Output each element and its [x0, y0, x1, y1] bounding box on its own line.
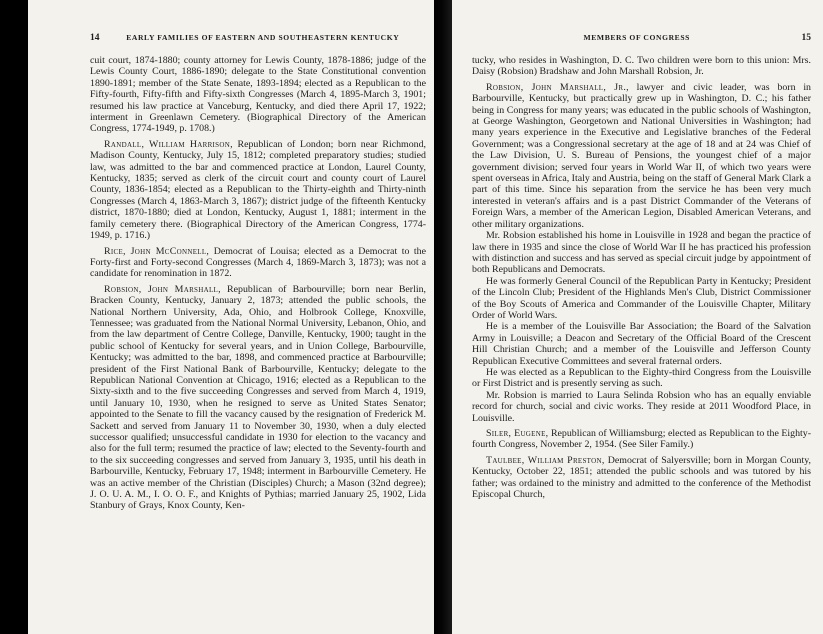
paragraph-text: Mr. Robsion is married to Laura Selinda Robsion who has an equally enviable record for church, social and civic works. They reside at 2011 Woodford Place, in Louisville. [472, 389, 811, 424]
page-number: 15 [801, 33, 811, 43]
entry-name: Robsion, John Marshall, Jr., [486, 81, 629, 93]
page-body [90, 55, 426, 512]
paragraph [90, 55, 426, 135]
page-number: 14 [90, 33, 100, 43]
paragraph [472, 455, 811, 501]
paragraph [472, 321, 811, 367]
paragraph-text: tucky, who resides in Washington, D. C. Two children were born to this union: Mrs. Daisy (Robsion) Bradshaw and John Marshall Robsion, Jr. [472, 55, 811, 78]
entry-name: Rice, John McConnell, [104, 245, 210, 257]
right-page [452, 0, 823, 634]
book-gutter [434, 0, 452, 634]
paragraph [90, 284, 426, 512]
paragraph [472, 55, 811, 78]
running-head-title: MEMBERS OF CONGRESS [583, 33, 690, 42]
entry-name: Robsion, John Marshall, [104, 283, 221, 295]
page-body [472, 55, 811, 500]
paragraph [472, 230, 811, 276]
entry-name: Taulbee, William Preston, [486, 454, 605, 466]
paragraph [472, 367, 811, 390]
paragraph [472, 390, 811, 424]
paragraph-text: cuit court, 1874-1880; county attorney for Lewis County, 1878-1886; judge of the Lewis County Court, 1886-1890; delegate to the State Constitutional convention 1890-1891; member of the State Senate, 1893-1894; elected as a Republican to the Fifty-fourth, Fifty-fifth and Fifty-sixth Congresses (March 4, 1895-March 3, 1901; resumed his law practice at Vanceburg, Kentucky, and died there April 17, 1922; interment in Greenlawn Cemetery. (Biographical Directory of the American Congress, 1774-1949, p. 1708.) [90, 55, 426, 135]
paragraph-text: Republican of Williamsburg; elected as Republican to the Eighty-fourth Congress, November 2, 1954. (See Siler Family.) [472, 428, 811, 451]
paragraph-text: He was formerly General Council of the Republican Party in Kentucky; President of the Lincoln Club; President of the Highlands Men's Club, District Commissioner of the Boy Scouts of America and Commander of the Louisville Chapter, Military Order of World Wars. [472, 275, 811, 321]
paragraph-text: Republican of Barbourville; born near Berlin, Bracken County, Kentucky, January 2, 1873; attended the public schools, the National Northern University, Ada, Ohio, and Holbrook College, Knoxville, Tennessee; was graduated from the National Normal University, Lebanon, Ohio, and from the law department of Centre College, Danville, Kentucky, 1900; taught in the public school of Kentucky for several years, and in Union College, Barbourville, Kentucky; was admitted to the bar, 1898, and commenced practice at Barbourville; president of the First National Bank of Barbourville, Kentucky; delegate to the Republican National Convention at Chicago, 1916; elected as a Republican to the Sixty-sixth and to the five succeeding Congresses and served from March 4, 1919, until January 10, 1930, when he resigned to serve as United States Senator; appointed to the Senate to fill the vacancy caused by the resignation of Frederick M. Sackett and served from January 11 to November 30, 1930, when a duly elected successor qualified; unsuccessful candidate in 1930 for election to the vacancy and also for the full term; resumed the practice of law; elected to the Seventy-fourth and to the six succeeding congresses and served from January 3, 1935, until his death in Barbourville, Kentucky, February 17, 1948; interment in Barbourville Cemetery. He was an active member of the Christian (Disciples) Church; a Mason (32nd degree); J. O. U. A. M., I. O. O. F., and Knights of Pythias; married January 25, 1902, Lida Stanbury of Grays, Knox County, Ken- [90, 283, 426, 512]
entry-name: Randall, William Harrison, [104, 138, 233, 150]
paragraph [472, 428, 811, 451]
entry-name: Siler, Eugene, [486, 428, 549, 439]
running-head-title: EARLY FAMILIES OF EASTERN AND SOUTHEASTERN KENTUCKY [126, 33, 400, 42]
paragraph-text: Mr. Robsion established his home in Louisville in 1928 and began the practice of law there in 1935 and since the close of World War II he has practiced his profession with distinction and success and has served as special circuit judge by appointment of both Republicans and Democrats. [472, 230, 811, 276]
running-head [472, 33, 811, 43]
paragraph [472, 276, 811, 322]
paragraph [90, 139, 426, 242]
left-page [28, 0, 434, 634]
paragraph [90, 246, 426, 280]
paragraph-text: He is a member of the Louisville Bar Association; the Board of the Salvation Army in Louisville; a Deacon and Secretary of the Official Board of the Crescent Hill Christian Church; and a member of the Louisville and Jefferson County Republican Executive Committees and several fraternal orders. [472, 321, 811, 367]
paragraph [472, 82, 811, 230]
running-head [90, 33, 426, 43]
paragraph-text: Republican of London; born near Richmond, Madison County, Kentucky, July 15, 1812; completed preparatory studies; studied law, was admitted to the bar and commenced practice at London, Laurel County, Kentucky, 1835; served as clerk of the circuit court and county court of Laurel County, 1836-1854; elected as a Republican to the Thirty-eighth and Thirty-ninth Congresses (March 4, 1863-March 3, 1867); district judge of the fifteenth Kentucky district, 1870-1880; died at London, Kentucky, August 1, 1881; interment in the family cemetery there. (Biographical Directory of the American Congress, 1774-1949, p. 1716.) [90, 138, 427, 242]
paragraph-text: He was elected as a Republican to the Eighty-third Congress from the Louisville or First District and is presently serving as such. [472, 366, 811, 390]
paragraph-text: Democrat of Louisa; elected as a Democrat to the Forty-first and Forty-second Congresses (March 4, 1869-March 3, 1873); was not a candidate for renomination in 1872. [90, 245, 426, 280]
paragraph-text: Democrat of Salyersville; born in Morgan County, Kentucky, October 22, 1851; attended the public schools and was tutored by his father; was ordained to the ministry and admitted to the conference of the Methodist Episcopal Church, [472, 454, 812, 501]
paragraph-text: lawyer and civic leader, was born in Barbourville, Kentucky, but practically grew up in Washington, D. C.; his father being in Congress for many years; was educated in the public schools of Washington, at George Washington, Georgetown and National Universities in Washington; had many years experience in the Executive and Legislative branches of the Federal Government; was a Congressional secretary at the age of 18 and at 24 was Chief of the Law Division, U. S. Bureau of Pensions, the youngest chief of a major government division; served four years in World War II, of which two years were spent overseas in Africa, Italy and Austria, being on the staff of General Mark Clark a part of this time. Since his separation from the service he has been very much interested in veteran's affairs and is a past District Commander of the Veterans of Foreign Wars, a member of the American Legion, Disabled American Veterans, and other military organizations. [472, 81, 811, 230]
